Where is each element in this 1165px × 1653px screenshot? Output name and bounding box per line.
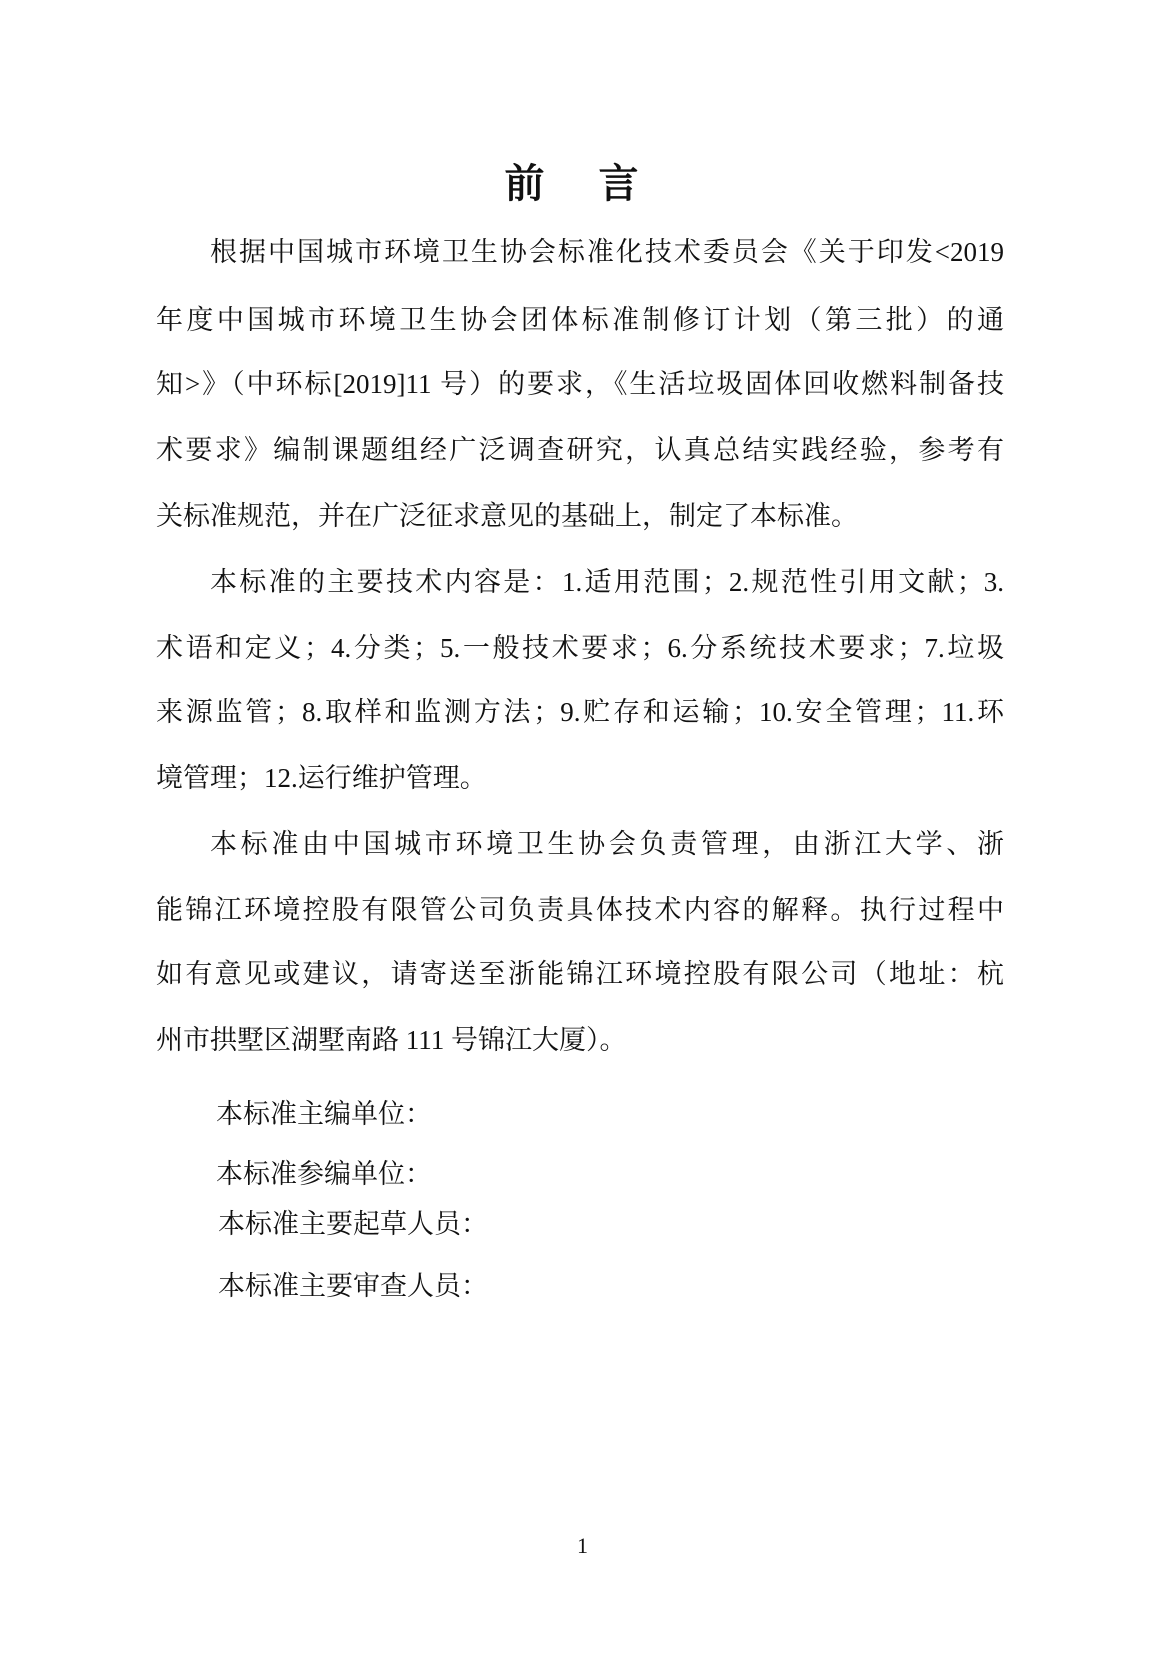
- paragraph-1-line-2: 年度中国城市环境卫生协会团体标准制修订计划（第三批）的通: [156, 305, 1004, 335]
- paragraph-2-line-2: 术语和定义；4.分类；5.一般技术要求；6.分系统技术要求；7.垃圾: [156, 633, 1004, 663]
- paragraph-3-line-1: 本标准由中国城市环境卫生协会负责管理，由浙江大学、浙: [210, 829, 1004, 859]
- page-title: 前 言: [504, 161, 661, 206]
- paragraph-1-line-3: 知>》（中环标[2019]11 号）的要求，《生活垃圾固体回收燃料制备技: [156, 369, 1004, 399]
- reviewers-label: 本标准主要审查人员：: [218, 1271, 488, 1301]
- page-number: 1: [577, 1533, 588, 1558]
- chief-units-label: 本标准主编单位：: [216, 1099, 432, 1129]
- paragraph-3-line-3: 如有意见或建议，请寄送至浙能锦江环境控股有限公司（地址：杭: [156, 959, 1004, 989]
- paragraph-3-line-4: 州市拱墅区湖墅南路 111 号锦江大厦）。: [156, 1025, 627, 1055]
- paragraph-3-line-2: 能锦江环境控股有限管公司负责具体技术内容的解释。执行过程中: [156, 895, 1004, 925]
- paragraph-2-line-1: 本标准的主要技术内容是：1.适用范围；2.规范性引用文献；3.: [210, 567, 1004, 597]
- paragraph-1-line-1: 根据中国城市环境卫生协会标准化技术委员会《关于印发<2019: [210, 237, 1004, 267]
- drafters-label: 本标准主要起草人员：: [218, 1209, 488, 1239]
- participating-units-label: 本标准参编单位：: [216, 1159, 432, 1189]
- paragraph-1-line-5: 关标准规范，并在广泛征求意见的基础上，制定了本标准。: [156, 501, 858, 531]
- paragraph-2-line-4: 境管理；12.运行维护管理。: [156, 763, 487, 793]
- paragraph-1-line-4: 术要求》编制课题组经广泛调查研究，认真总结实践经验，参考有: [156, 435, 1004, 465]
- paragraph-2-line-3: 来源监管；8.取样和监测方法；9.贮存和运输；10.安全管理；11.环: [156, 697, 1004, 727]
